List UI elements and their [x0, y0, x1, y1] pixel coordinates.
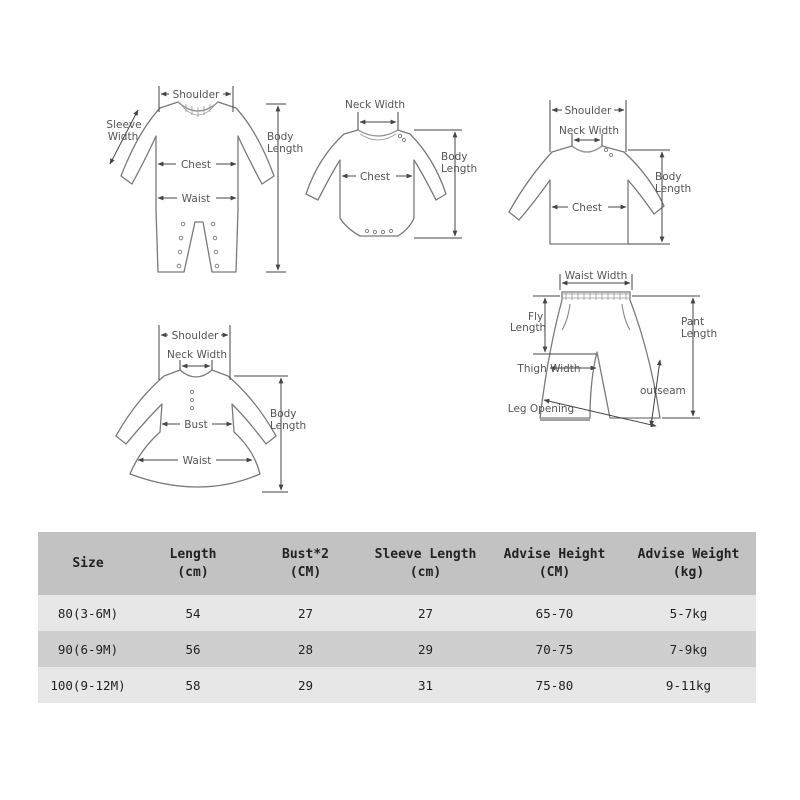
romper-waist-label: Waist	[181, 193, 211, 205]
bodysuit-body-length-dimension	[414, 130, 477, 238]
dress-bust-label: Bust	[184, 419, 208, 431]
pants-length-label-2: Length	[681, 328, 718, 340]
cell-bust: 29	[248, 667, 363, 703]
cell-bust: 28	[248, 631, 363, 667]
dress-body-length-label-2: Length	[270, 420, 307, 432]
cell-advise-weight: 7-9kg	[621, 631, 756, 667]
cell-bust: 27	[248, 595, 363, 631]
romper-sleeve-width-label-2: Width	[107, 131, 139, 143]
pants-length-label-1: Pant	[681, 316, 705, 328]
cell-sleeve-length: 29	[363, 631, 488, 667]
cell-advise-height: 75-80	[488, 667, 621, 703]
pants-leg-opening-label: Leg Opening	[507, 403, 575, 415]
bodysuit-neck-width-dimension	[345, 99, 405, 130]
pants-garment	[540, 292, 660, 418]
cell-advise-height: 70-75	[488, 631, 621, 667]
pants-waist-width-label: Waist Width	[564, 270, 628, 282]
romper-body-length-dimension	[266, 104, 303, 272]
romper-shoulder-label: Shoulder	[172, 89, 220, 101]
dress-shoulder-label: Shoulder	[171, 330, 219, 342]
romper-body-length-label-1: Body	[267, 131, 294, 143]
bodysuit-body-length-label-1: Body	[441, 151, 468, 163]
bodysuit-chest-label: Chest	[359, 171, 391, 183]
sweater-garment	[509, 146, 664, 244]
romper-body-length-label-2: Length	[267, 143, 304, 155]
cell-size: 80(3-6M)	[38, 595, 138, 631]
romper-garment	[121, 102, 274, 272]
table-row	[38, 631, 756, 667]
cell-length: 54	[138, 595, 248, 631]
header-advise-height: Advise Height (CM)	[488, 532, 621, 595]
table-row	[38, 595, 756, 631]
bodysuit-neck-width-label: Neck Width	[344, 99, 406, 111]
pants-fly-length-label-1: Fly	[528, 311, 544, 323]
cell-sleeve-length: 31	[363, 667, 488, 703]
header-advise-weight: Advise Weight (kg)	[621, 532, 756, 595]
sweater-body-length-label-2: Length	[655, 183, 692, 195]
cell-length: 56	[138, 631, 248, 667]
romper-chest-label: Chest	[180, 159, 212, 171]
sweater-neck-width-dimension	[559, 125, 619, 146]
pants-fly-length-label-2: Length	[510, 322, 547, 334]
dress-waist-label: Waist	[182, 455, 212, 467]
cell-sleeve-length: 27	[363, 595, 488, 631]
cell-advise-weight: 5-7kg	[621, 595, 756, 631]
cell-size: 90(6-9M)	[38, 631, 138, 667]
header-length: Length (cm)	[138, 532, 248, 595]
table-row	[38, 667, 756, 703]
sweater-neck-width-label: Neck Width	[558, 125, 620, 137]
pants-waist-width-dimension	[560, 270, 632, 290]
header-size: Size	[38, 532, 138, 595]
table-header-row	[38, 532, 756, 595]
cell-size: 100(9-12M)	[38, 667, 138, 703]
cell-advise-weight: 9-11kg	[621, 667, 756, 703]
sweater-body-length-label-1: Body	[655, 171, 682, 183]
cell-length: 58	[138, 667, 248, 703]
sweater-shoulder-label: Shoulder	[564, 105, 612, 117]
bodysuit-body-length-label-2: Length	[441, 163, 478, 175]
cell-advise-height: 65-70	[488, 595, 621, 631]
dress-body-length-label-1: Body	[270, 408, 297, 420]
sweater-chest-label: Chest	[571, 202, 603, 214]
pants-thigh-width-label: Thigh Width	[517, 363, 581, 375]
header-bust: Bust*2 (CM)	[248, 532, 363, 595]
pants-outseam-label: outseam	[640, 385, 686, 397]
header-sleeve-length: Sleeve Length (cm)	[363, 532, 488, 595]
bodysuit-garment	[306, 130, 446, 236]
dress-neck-width-label: Neck Width	[166, 349, 228, 361]
size-chart-table	[38, 532, 756, 703]
dress-neck-width-dimension	[167, 349, 227, 370]
romper-sleeve-width-label-1: Sleeve	[106, 119, 142, 131]
